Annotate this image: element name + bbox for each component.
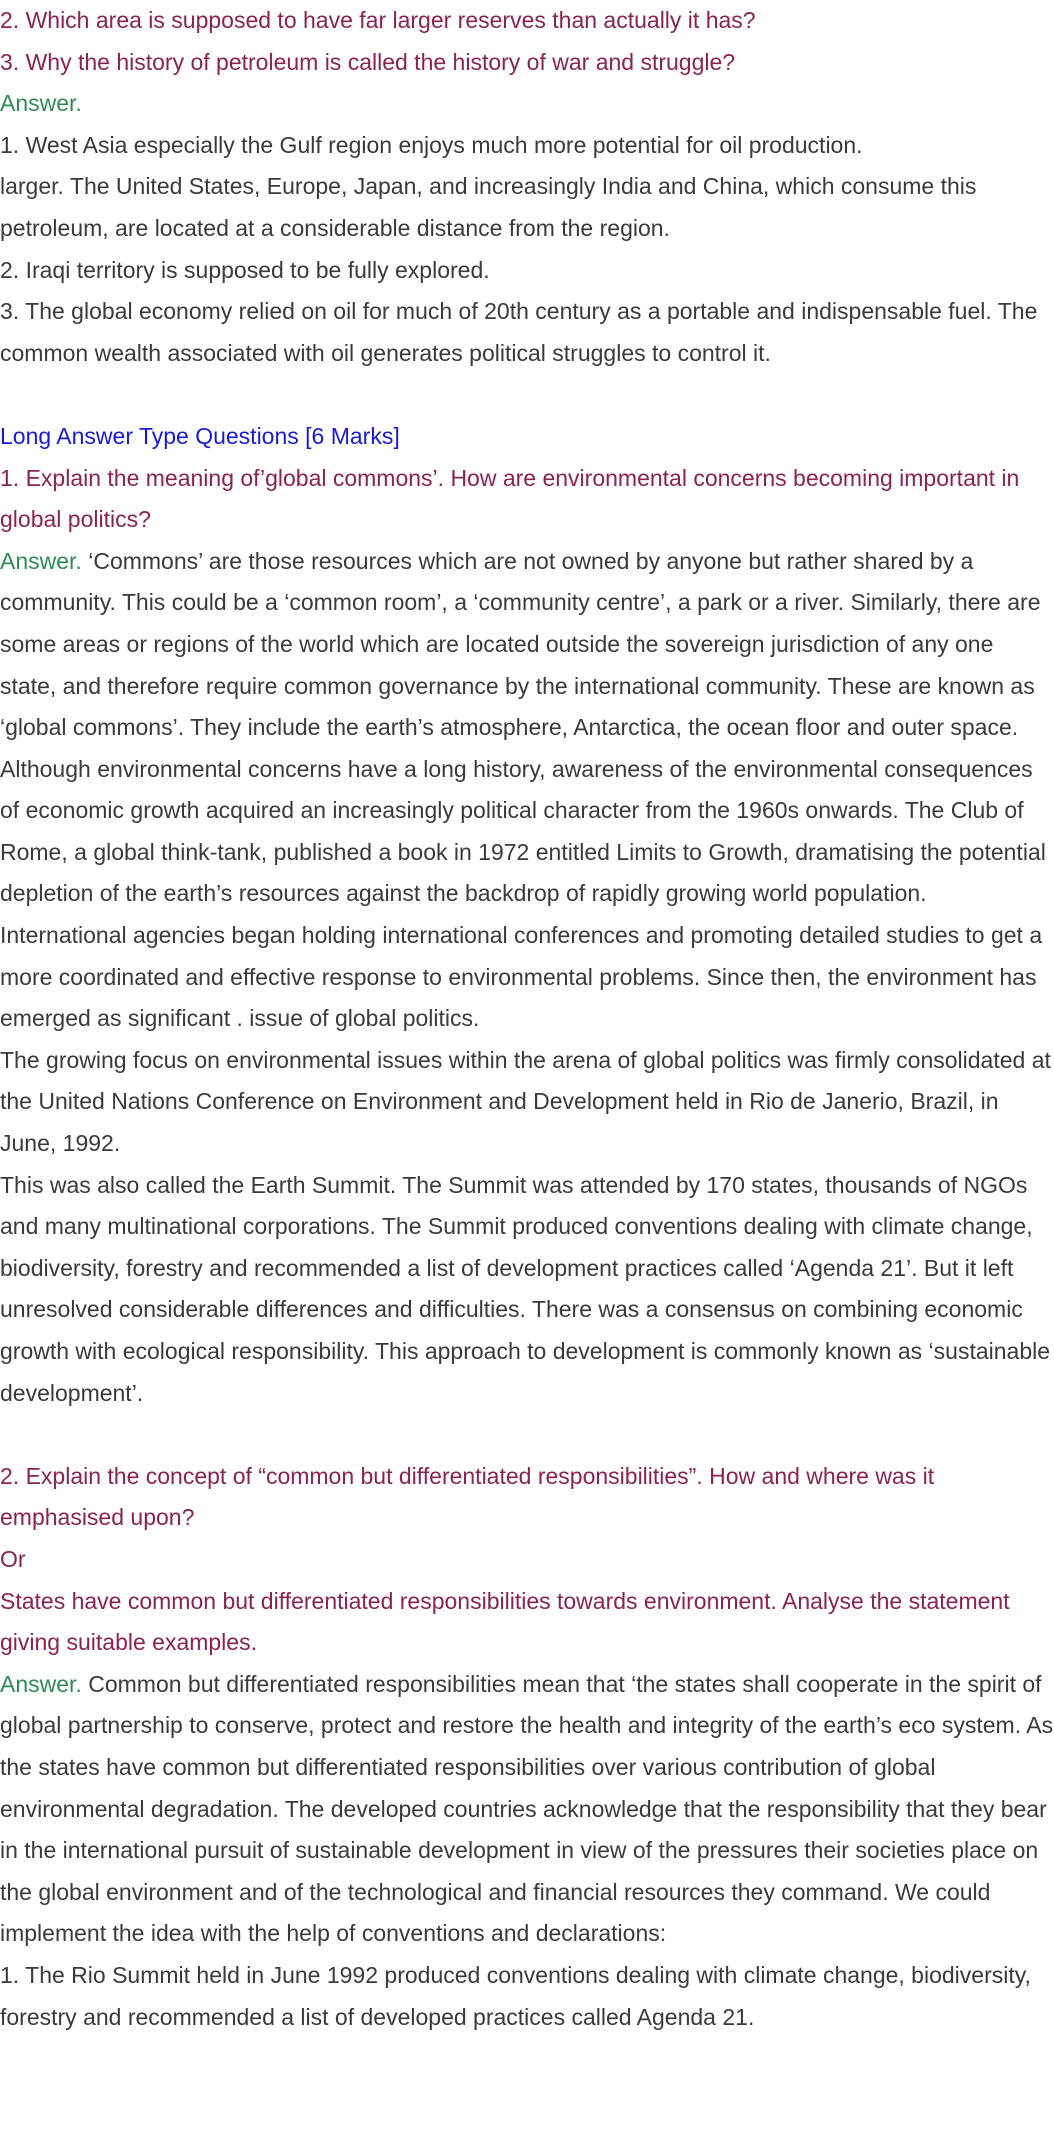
answer-text: ‘Commons’ are those resources which are not owned by anyone but rather shared by a community. This could be a ‘common room’, a ‘community centre’, a park or a river. Similarly, there are some areas or regions of the world which are located outside the sovereign jurisdiction of any one state, and therefore require common governance by the international community. These are known as ‘global commons’. They include the earth’s atmosphere, Antarctica, the ocean floor and outer space. [0, 547, 1041, 741]
long-answer-2-paragraph-1 [0, 1664, 1054, 1955]
long-answer-1-paragraph-1 [0, 541, 1054, 749]
long-question-2: 2. Explain the concept of “common but differentiated responsibilities”. How and where was it emphasised upon? [0, 1462, 935, 1531]
long-question-2-alt: States have common but differentiated responsibilities towards environment. Analyse the statement giving suitable examples. [0, 1587, 1010, 1656]
spacer [0, 1414, 1054, 1456]
long-answer-2-paragraph-2: 1. The Rio Summit held in June 1992 produced conventions dealing with climate change, biodiversity, forestry and recommended a list of developed practices called Agenda 21. [0, 1961, 1031, 2030]
section-title: Long Answer Type Questions [6 Marks] [0, 422, 400, 449]
answer-label: Answer. [0, 90, 82, 117]
answer-label: Answer. [0, 547, 82, 574]
question-2: 2. Which area is supposed to have far larger reserves than actually it has? [0, 7, 756, 33]
answer-text: Common but differentiated responsibilities mean that ‘the states shall cooperate in the spirit of global partnership to conserve, protect and restore the health and integrity of the earth’s eco system. As the states have common but differentiated responsibilities over various contribution of global environmental degradation. The developed countries acknowledge that the responsibility that they bear in the international pursuit of sustainable development in view of the pressures their societies place on the global environment and of the technological and financial resources they command. We could implement the idea with the help of conventions and declarations: [0, 1670, 1054, 1947]
long-answer-1-paragraph-2: Although environmental concerns have a long history, awareness of the environmental consequences of economic growth acquired an increasingly political character from the 1960s onwards. The Club of Rome, a global think-tank, published a book in 1972 entitled Limits to Growth, dramatising the potential depletion of the earth’s resources against the backdrop of rapidly growing world population. International agencies began holding international conferences and promoting detailed studies to get a more coordinated and effective response to environmental problems. Since then, the environment has emerged as significant . issue of global politics. [0, 755, 1046, 1032]
long-answer-1-paragraph-4: This was also called the Earth Summit. The Summit was attended by 170 states, thousands of NGOs and many multinational corporations. The Summit produced conventions dealing with climate change, biodiversity, forestry and recommended a list of development practices called ‘Agenda 21’. But it left unresolved considerable differences and difficulties. There was a consensus on combining economic growth with ecological responsibility. This approach to development is commonly known as ‘sustainable development’. [0, 1171, 1051, 1406]
answer-point-3: 3. The global economy relied on oil for much of 20th century as a portable and indispensable fuel. The common wealth associated with oil generates political struggles to control it. [0, 298, 1038, 366]
long-answer-1-paragraph-3: The growing focus on environmental issues within the arena of global politics was firmly consolidated at the United Nations Conference on Environment and Development held in Rio de Janerio, Brazil, in June, 1992. [0, 1046, 1051, 1157]
answer-point-1-cont: larger. The United States, Europe, Japan, and increasingly India and China, which consume this petroleum, are located at a considerable distance from the region. [0, 173, 977, 241]
answer-point-2: 2. Iraqi territory is supposed to be fully explored. [0, 256, 490, 283]
or-label: Or [0, 1545, 26, 1572]
question-3: 3. Why the history of petroleum is called the history of war and struggle? [0, 48, 736, 75]
answer-label: Answer. [0, 1670, 82, 1697]
long-question-1: 1. Explain the meaning of’global commons’. How are environmental concerns becoming important in global politics? [0, 464, 1020, 533]
spacer [0, 374, 1054, 416]
answer-point-1: 1. West Asia especially the Gulf region enjoys much more potential for oil production. [0, 131, 863, 158]
